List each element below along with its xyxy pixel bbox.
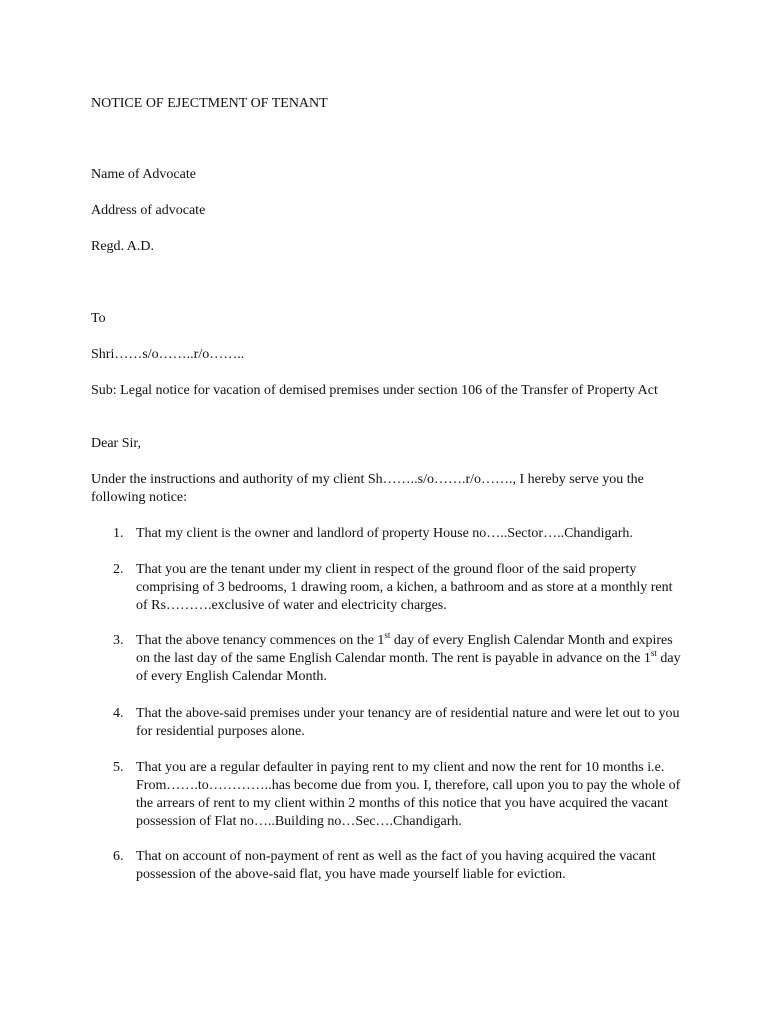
item-number: 3. (113, 633, 124, 648)
item-number: 2. (113, 562, 124, 577)
addressee: Shri……s/o……..r/o…….. (91, 347, 245, 362)
document-title: NOTICE OF EJECTMENT OF TENANT (91, 96, 328, 111)
item-text: That you are a regular defaulter in paying rent to my client and now the rent for 10 months i.e. From…….to…………..has become due from you. I, therefore, call upon you to pay the whole of the arrears of rent to my client within 2 months of this notice that you have acquired the vacant possession of Flat no…..Building no…Sec….Chandigarh. (136, 760, 681, 829)
to-label: To (91, 311, 106, 326)
document-page (91, 0, 691, 1024)
item-text: That you are the tenant under my client in respect of the ground floor of the said property comprising of 3 bedrooms, 1 drawing room, a kichen, a bathroom and as store at a monthly rent of Rs……….exclusive of water and electricity charges. (136, 562, 673, 613)
item-text (136, 632, 684, 686)
salutation: Dear Sir, (91, 436, 141, 451)
item-text: That my client is the owner and landlord of property House no…..Sector…..Chandigarh. (136, 526, 633, 541)
item-number: 6. (113, 849, 124, 864)
subject-line: Sub: Legal notice for vacation of demised premises under section 106 of the Transfer of Property Act (91, 383, 658, 398)
registered-ad: Regd. A.D. (91, 239, 154, 254)
item-number: 5. (113, 760, 124, 775)
item-text: That on account of non-payment of rent as well as the fact of you having acquired the vacant possession of the above-said flat, you have made yourself liable for eviction. (136, 849, 656, 882)
advocate-name: Name of Advocate (91, 167, 196, 182)
item-text: That the above-said premises under your tenancy are of residential nature and were let out to you for residential purposes alone. (136, 706, 680, 739)
advocate-address: Address of advocate (91, 203, 206, 218)
intro-paragraph: Under the instructions and authority of my client Sh……..s/o…….r/o……., I hereby serve you the following notice: (91, 472, 644, 505)
item-text-part: day of every English Calendar Month. (136, 651, 681, 684)
item-number: 4. (113, 706, 124, 721)
item-text-part: day of every English Calendar Month and expires on the last day of the same English Calendar month. The rent is payable in advance on the 1 (136, 633, 673, 666)
ordinal-suffix: st (384, 630, 391, 640)
item-number: 1. (113, 526, 124, 541)
ordinal-suffix: st (650, 648, 657, 658)
item-text-part: That the above tenancy commences on the 1 (136, 633, 385, 648)
